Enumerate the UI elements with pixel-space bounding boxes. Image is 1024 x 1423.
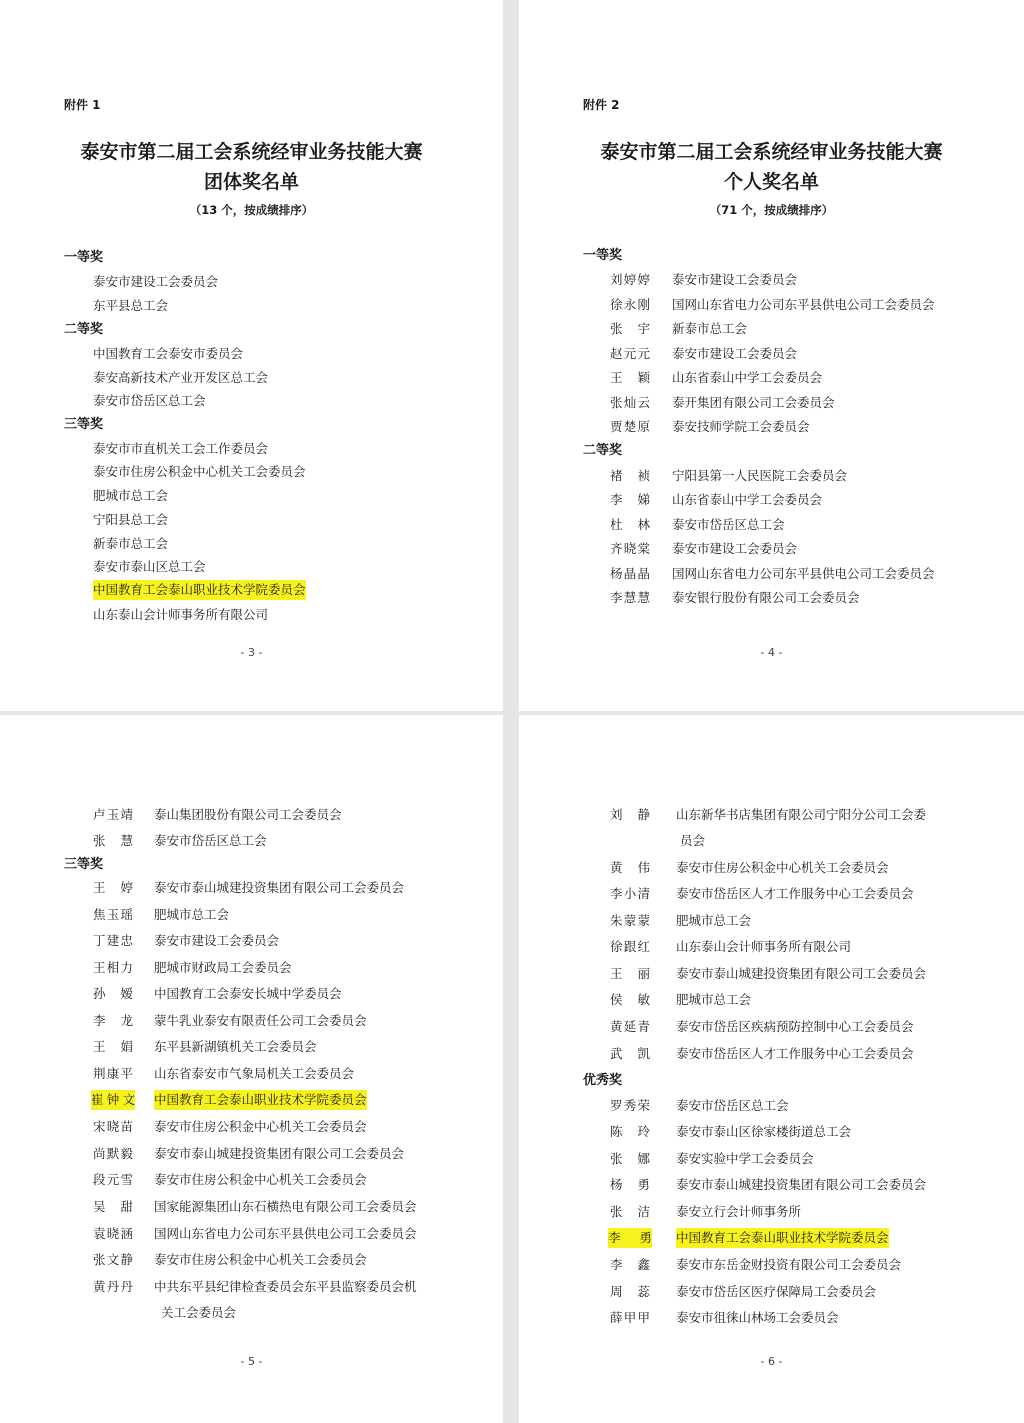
winner-name: 贾楚原 (610, 419, 650, 434)
attachment-label: 附件 1 (64, 98, 101, 112)
winner-org: 东平县新湖镇机关工会委员会 (154, 1039, 317, 1054)
winner-org: 泰安市住房公积金中心机关工会委员会 (154, 1172, 367, 1187)
winner-name: 王娟 (93, 1039, 133, 1054)
winner-org: 泰开集团有限公司工会委员会 (672, 395, 835, 410)
winner-name: 张娜 (610, 1151, 650, 1166)
list-item: 泰安市泰山区总工会 (93, 559, 206, 574)
winner-name: 齐晓棠 (610, 541, 650, 556)
winner-org: 国网山东省电力公司东平县供电公司工会委员会 (672, 297, 935, 312)
winner-name: 刘静 (610, 807, 650, 822)
winner-name: 吴甜 (93, 1199, 133, 1214)
winner-org: 肥城市总工会 (676, 992, 752, 1007)
winner-org: 泰安市岱岳区人才工作服务中心工会委员会 (676, 886, 914, 901)
winner-org: 泰安市岱岳区疾病预防控制中心工会委员会 (676, 1019, 914, 1034)
winner-org: 泰安市泰山城建投资集团有限公司工会委员会 (154, 1146, 405, 1161)
winner-name: 朱蒙蒙 (610, 913, 650, 928)
winner-org: 泰安市泰山城建投资集团有限公司工会委员会 (676, 966, 927, 981)
page-title-sub: 个人奖名单 (723, 171, 819, 193)
winner-name: 李鑫 (610, 1257, 650, 1272)
winner-org: 泰安市岱岳区总工会 (672, 517, 785, 532)
excellence-heading: 优秀奖 (583, 1073, 623, 1088)
winner-name: 周蕊 (610, 1284, 650, 1299)
list-item: 宁阳县总工会 (93, 512, 169, 527)
list-item: 泰安高新技术产业开发区总工会 (93, 370, 269, 385)
winner-org: 蒙牛乳业泰安有限责任公司工会委员会 (154, 1013, 367, 1028)
winner-name: 王相力 (93, 960, 133, 975)
winner-name-highlighted: 崔钟文 (91, 1090, 135, 1110)
winner-name: 王婷 (93, 880, 133, 895)
list-item: 中国教育工会泰安市委员会 (93, 346, 244, 361)
winner-name: 杨晶晶 (610, 566, 650, 581)
page-title-sub: 团体奖名单 (203, 171, 299, 193)
winner-org: 国网山东省电力公司东平县供电公司工会委员会 (154, 1226, 417, 1241)
winner-name: 荆康平 (93, 1066, 133, 1081)
page-number: - 6 - (760, 1355, 783, 1368)
page-title: 泰安市第二届工会系统经审业务技能大赛 (80, 141, 423, 163)
winner-org: 泰安市岱岳区总工会 (676, 1098, 789, 1113)
winner-name: 张宇 (610, 321, 650, 336)
winner-org: 泰安市岱岳区医疗保障局工会委员会 (676, 1284, 877, 1299)
winner-org: 山东新华书店集团有限公司宁阳分公司工会委 (676, 807, 927, 822)
winner-org: 泰安市建设工会委员会 (672, 346, 798, 361)
winner-org: 泰安技师学院工会委员会 (672, 419, 810, 434)
winner-org: 泰安市岱岳区人才工作服务中心工会委员会 (676, 1046, 914, 1061)
winner-name: 张文静 (93, 1252, 133, 1267)
winner-org: 宁阳县第一人民医院工会委员会 (672, 468, 848, 483)
winner-org-highlighted: 中国教育工会泰山职业技术学院委员会 (676, 1228, 889, 1248)
winner-name: 薛甲甲 (610, 1310, 650, 1325)
winner-org: 泰安市建设工会委员会 (672, 541, 798, 556)
page-subtitle: （71 个，按成绩排序） (709, 203, 834, 217)
winner-name: 刘婷婷 (610, 272, 650, 287)
winner-org: 肥城市财政局工会委员会 (154, 960, 292, 975)
winner-name: 李龙 (93, 1013, 133, 1028)
winner-org: 泰安实验中学工会委员会 (676, 1151, 814, 1166)
list-item: 山东泰山会计师事务所有限公司 (93, 607, 269, 622)
winner-name: 孙嫒 (93, 986, 133, 1001)
winner-name: 王颖 (610, 370, 650, 385)
winner-name: 王丽 (610, 966, 650, 981)
winner-name: 侯敏 (610, 992, 650, 1007)
list-item-highlighted: 中国教育工会泰山职业技术学院委员会 (93, 580, 306, 600)
list-item: 泰安市市直机关工会工作委员会 (93, 441, 269, 456)
winner-org: 国网山东省电力公司东平县供电公司工会委员会 (672, 566, 935, 581)
winner-name: 李小清 (610, 886, 650, 901)
winner-name: 李慧慧 (610, 590, 650, 605)
list-item: 肥城市总工会 (93, 488, 169, 503)
list-item: 东平县总工会 (93, 298, 169, 313)
winner-org: 山东省泰山中学工会委员会 (672, 492, 823, 507)
winner-org: 山东省泰山中学工会委员会 (672, 370, 823, 385)
winner-org: 泰安市建设工会委员会 (154, 933, 280, 948)
winner-org: 泰安市泰山城建投资集团有限公司工会委员会 (154, 880, 405, 895)
winner-org: 泰安市住房公积金中心机关工会委员会 (154, 1119, 367, 1134)
winner-name: 徐跟红 (610, 939, 650, 954)
winner-name: 焦玉瑶 (93, 907, 133, 922)
page-title: 泰安市第二届工会系统经审业务技能大赛 (600, 141, 943, 163)
winner-org: 泰安立行会计师事务所 (676, 1204, 802, 1219)
winner-org: 肥城市总工会 (154, 907, 230, 922)
winner-name: 袁晓涵 (93, 1226, 133, 1241)
second-prize-heading: 二等奖 (583, 443, 623, 458)
list-item: 新泰市总工会 (93, 536, 169, 551)
winner-name: 丁建忠 (93, 933, 133, 948)
winner-name: 李娣 (610, 492, 650, 507)
winner-name: 黄丹丹 (93, 1279, 133, 1294)
list-item: 泰安市住房公积金中心机关工会委员会 (93, 464, 306, 479)
page-subtitle: （13 个，按成绩排序） (189, 203, 314, 217)
page-number: - 4 - (760, 646, 783, 659)
third-prize-heading: 三等奖 (64, 417, 104, 432)
winner-name: 宋晓苗 (93, 1119, 133, 1134)
winner-org-highlighted: 中国教育工会泰山职业技术学院委员会 (154, 1090, 367, 1110)
list-item: 泰安市建设工会委员会 (93, 274, 219, 289)
winner-org: 中国教育工会泰安长城中学委员会 (154, 986, 342, 1001)
winner-org: 泰安市住房公积金中心机关工会委员会 (154, 1252, 367, 1267)
page-number: - 5 - (240, 1355, 263, 1368)
winner-org-continued: 关工会委员会 (161, 1305, 237, 1320)
winner-name: 杨勇 (610, 1177, 650, 1192)
attachment-label: 附件 2 (583, 98, 620, 112)
winner-org: 泰山集团股份有限公司工会委员会 (154, 807, 342, 822)
winner-name: 张洁 (610, 1204, 650, 1219)
page-4 (519, 0, 1024, 711)
winner-org: 山东省泰安市气象局机关工会委员会 (154, 1066, 355, 1081)
page-3 (0, 0, 503, 711)
winner-name: 武凯 (610, 1046, 650, 1061)
winner-name: 罗秀荣 (610, 1098, 650, 1113)
winner-org: 山东泰山会计师事务所有限公司 (676, 939, 852, 954)
winner-name: 黄伟 (610, 860, 650, 875)
winner-name: 张灿云 (610, 395, 650, 410)
winner-org: 泰安市东岳金财投资有限公司工会委员会 (676, 1257, 902, 1272)
winner-name: 黄延青 (610, 1019, 650, 1034)
winner-org: 肥城市总工会 (676, 913, 752, 928)
winner-name: 徐永刚 (610, 297, 650, 312)
winner-name: 陈玲 (610, 1124, 650, 1139)
second-prize-heading: 二等奖 (64, 322, 104, 337)
winner-org: 泰安市泰山城建投资集团有限公司工会委员会 (676, 1177, 927, 1192)
winner-name: 尚默毅 (93, 1146, 133, 1161)
first-prize-heading: 一等奖 (583, 248, 623, 263)
winner-org: 国家能源集团山东石横热电有限公司工会委员会 (154, 1199, 417, 1214)
winner-name: 赵元元 (610, 346, 650, 361)
winner-org: 泰安市建设工会委员会 (672, 272, 798, 287)
winner-org-continued: 员会 (680, 833, 706, 848)
third-prize-heading: 三等奖 (64, 857, 104, 872)
winner-org: 泰安市住房公积金中心机关工会委员会 (676, 860, 889, 875)
winner-org: 中共东平县纪律检查委员会东平县监察委员会机 (154, 1279, 417, 1294)
first-prize-heading: 一等奖 (64, 250, 104, 265)
winner-name: 张慧 (93, 833, 133, 848)
winner-name-highlighted: 李勇 (608, 1228, 652, 1248)
winner-name: 褚祯 (610, 468, 650, 483)
winner-org: 泰安市泰山区徐家楼街道总工会 (676, 1124, 852, 1139)
winner-org: 泰安市徂徕山林场工会委员会 (676, 1310, 839, 1325)
winner-name: 段元雪 (93, 1172, 133, 1187)
winner-name: 卢玉靖 (93, 807, 133, 822)
page-6 (519, 715, 1024, 1423)
list-item: 泰安市岱岳区总工会 (93, 393, 206, 408)
winner-name: 杜林 (610, 517, 650, 532)
winner-org: 泰安银行股份有限公司工会委员会 (672, 590, 860, 605)
page-number: - 3 - (240, 646, 263, 659)
page-5 (0, 715, 503, 1423)
winner-org: 泰安市岱岳区总工会 (154, 833, 267, 848)
winner-org: 新泰市总工会 (672, 321, 748, 336)
